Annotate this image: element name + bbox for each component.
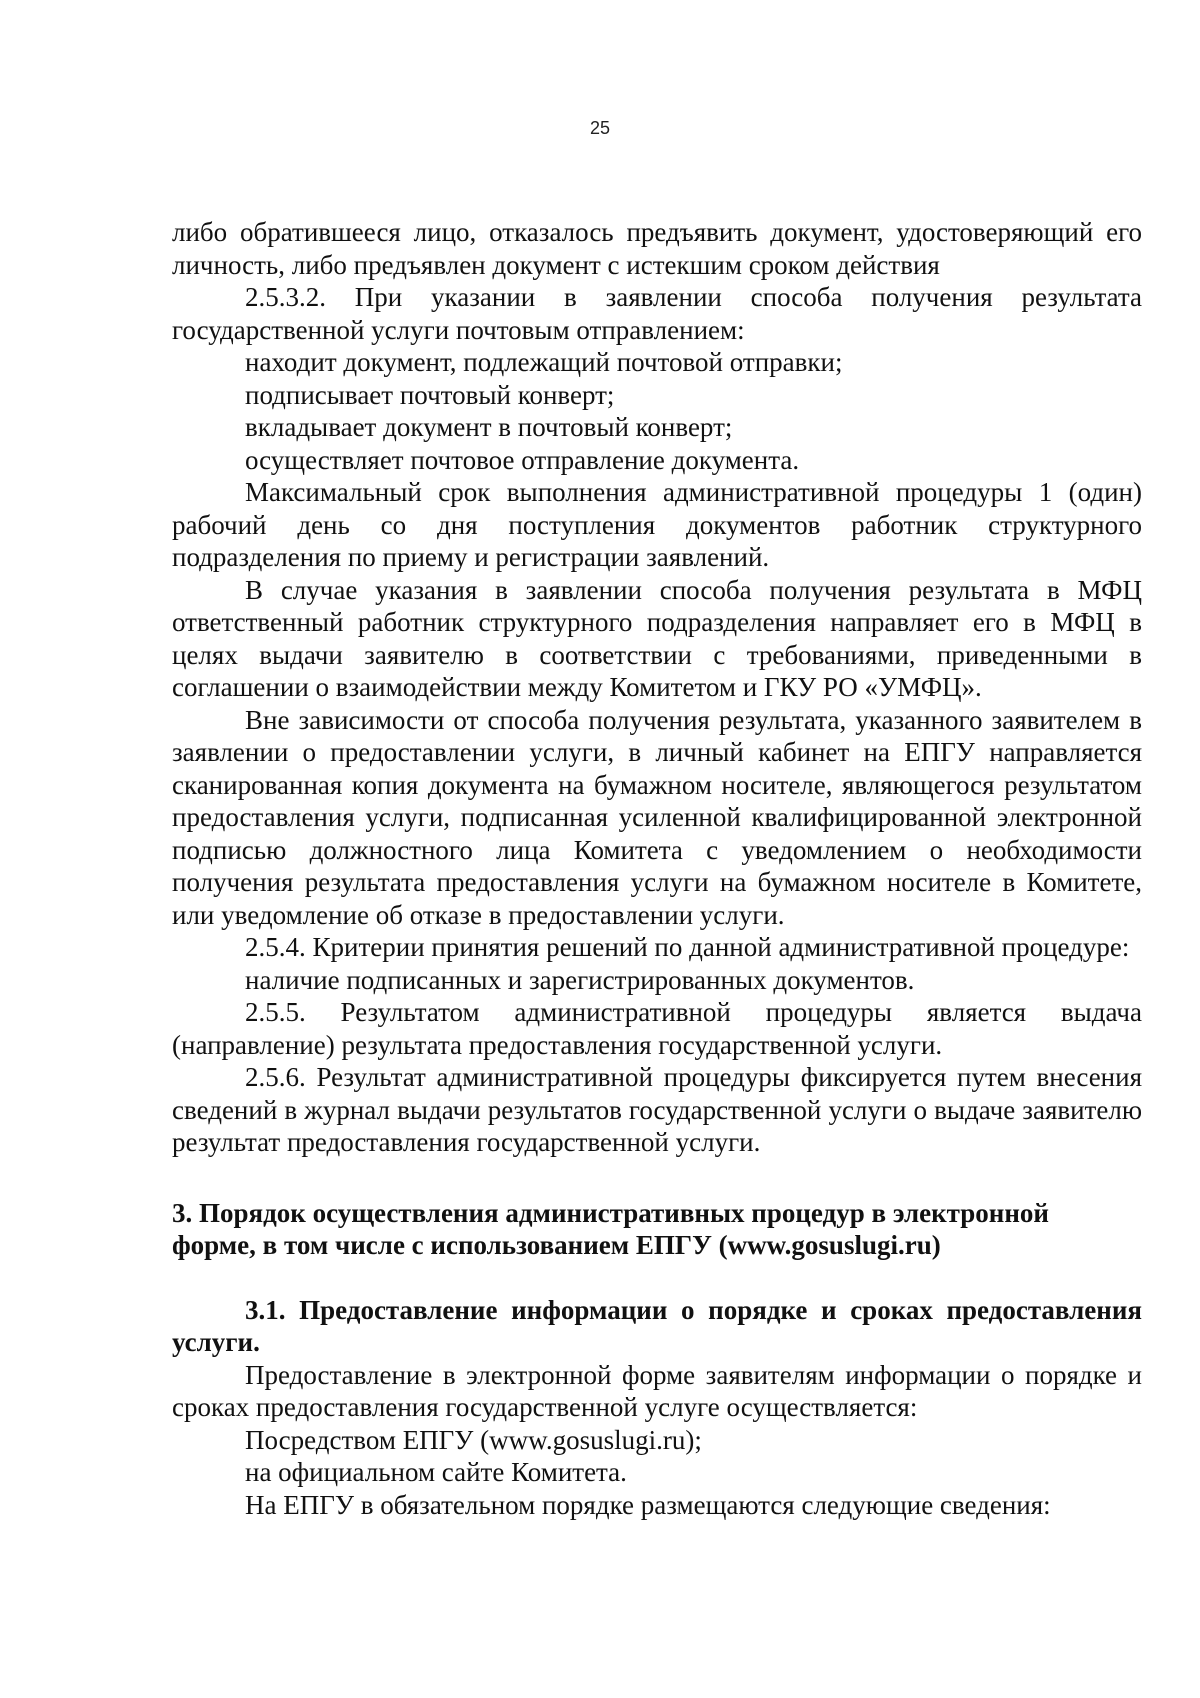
section-heading-line-2: форме, в том числе с использованием ЕПГУ (www.gosuslugi.ru) xyxy=(172,1230,941,1260)
paragraph: 2.5.3.2. При указании в заявлении способа получения результата государственной услуги почтовым отправлением: xyxy=(172,282,1142,345)
paragraph: осуществляет почтовое отправление документа. xyxy=(245,444,800,475)
paragraph: На ЕПГУ в обязательном порядке размещаются следующие сведения: xyxy=(245,1489,1051,1520)
paragraph: либо обратившееся лицо, отказалось предъявить документ, удостоверяющий его личность, либо предъявлен документ с истекшим сроком действия xyxy=(172,217,1142,280)
paragraph: на официальном сайте Комитета. xyxy=(245,1457,627,1487)
paragraph: подписывает почтовый конверт; xyxy=(245,379,615,410)
section-heading-line-1: 3. Порядок осуществления административных процедур в электронной xyxy=(172,1197,1049,1228)
paragraph: Посредством ЕПГУ (www.gosuslugi.ru); xyxy=(245,1424,702,1455)
paragraph: 2.5.4. Критерии принятия решений по данной административной процедуре: xyxy=(245,932,1130,962)
paragraph: 2.5.5. Результатом административной процедуры является выдача (направление) результата предоставления государственной услуги. xyxy=(172,997,1142,1060)
subsection-heading: 3.1. Предоставление информации о порядке и сроках предоставления услуги. xyxy=(172,1294,1142,1357)
paragraph: Предоставление в электронной форме заявителям информации о порядке и сроках предоставления государственной услуге осуществляется: xyxy=(172,1359,1142,1422)
paragraph: В случае указания в заявлении способа получения результата в МФЦ ответственный работник структурного подразделения направляет его в МФЦ в целях выдачи заявителю в соответствии с требованиями, приведенными в соглашении о взаимодействии между Комитетом и ГКУ РО «УМФЦ». xyxy=(172,574,1142,702)
document-body xyxy=(172,216,1142,1521)
paragraph: 2.5.6. Результат административной процедуры фиксируется путем внесения сведений в журнал выдачи результатов государственной услуги о выдаче заявителю результат предоставления государственной услуги. xyxy=(172,1062,1142,1157)
paragraph-group-electronic xyxy=(172,1359,1142,1522)
paragraph: находит документ, подлежащий почтовой отправки; xyxy=(245,347,843,377)
page-number: 25 xyxy=(589,118,611,138)
section-heading xyxy=(172,1197,1142,1262)
paragraph: Вне зависимости от способа получения результата, указанного заявителем в заявлении о предоставлении услуги, в личный кабинет на ЕПГУ направляется сканированная копия документа на бумажном носителе, являющегося результатом предоставления услуги, подписанная усиленной квалифицированной электронной подписью должностного лица Комитета с уведомлением о необходимости получения результата предоставления услуги на бумажном носителе в Комитете, или уведомление об отказе в предоставлении услуги. xyxy=(172,704,1142,930)
paragraph: наличие подписанных и зарегистрированных документов. xyxy=(245,964,915,995)
paragraph: Максимальный срок выполнения административной процедуры 1 (один) рабочий день со дня поступления документов работник структурного подразделения по приему и регистрации заявлений. xyxy=(172,477,1142,572)
paragraph-group-procedure xyxy=(172,216,1142,1159)
paragraph: вкладывает документ в почтовый конверт; xyxy=(245,412,733,442)
